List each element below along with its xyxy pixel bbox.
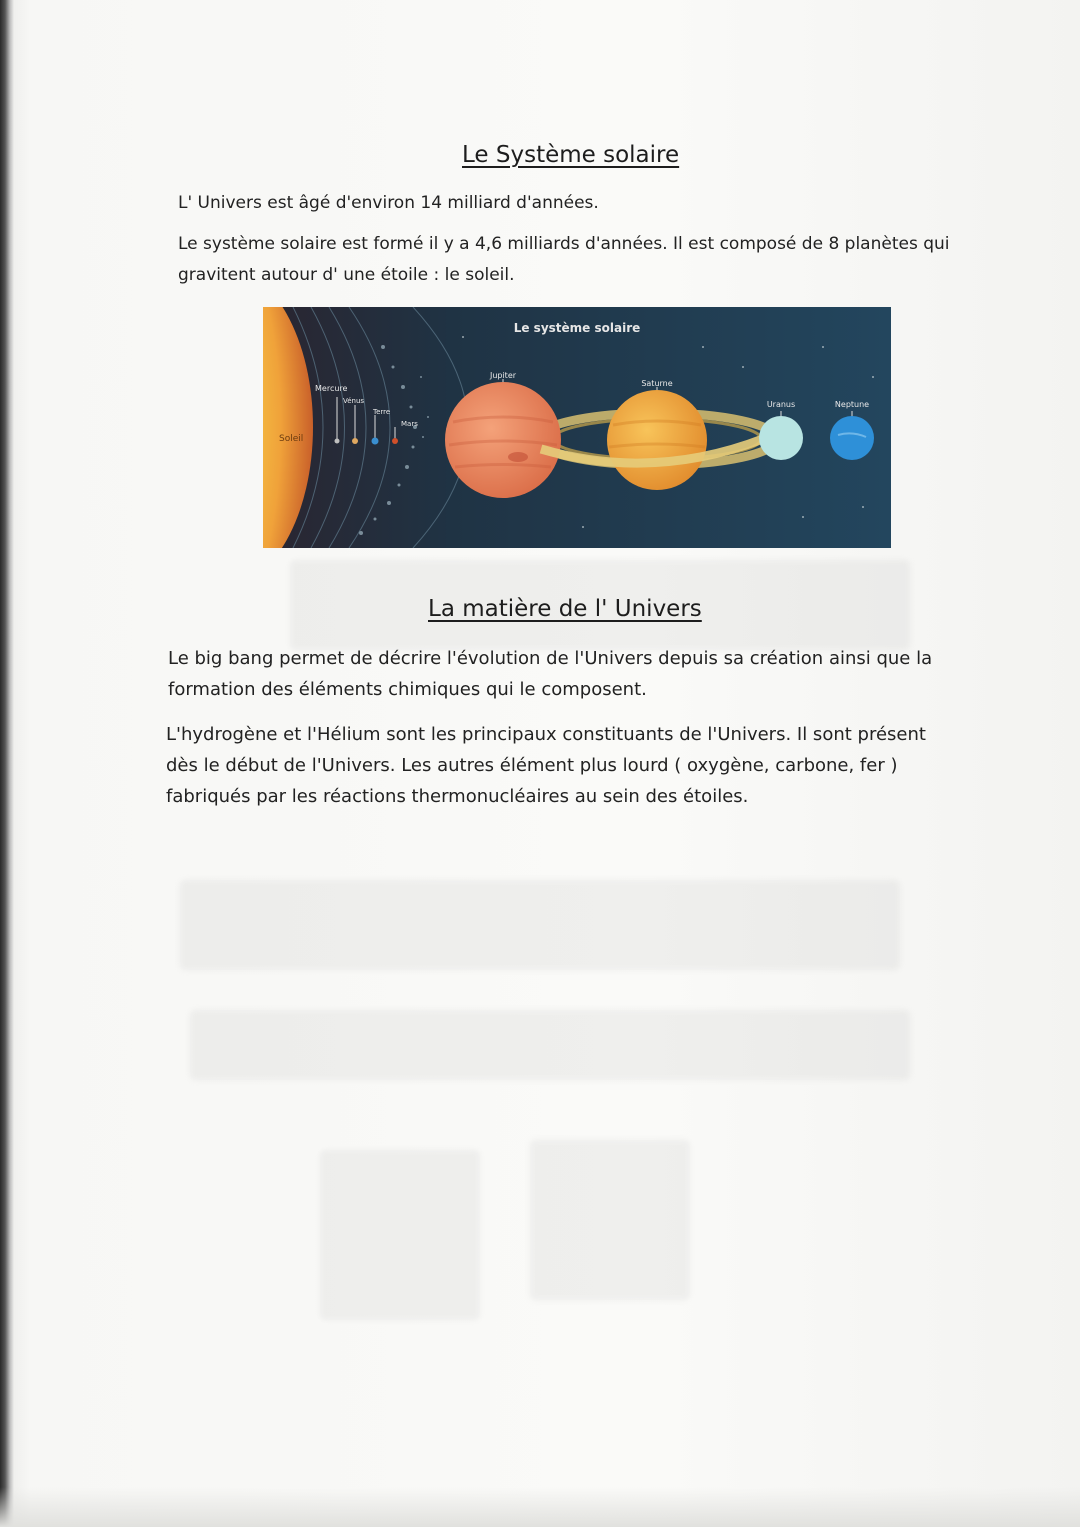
label-jupiter: Jupiter	[489, 371, 517, 380]
neptune-shape	[830, 416, 874, 460]
label-soleil: Soleil	[279, 434, 304, 444]
venus-shape	[352, 438, 358, 444]
page-bottom-shadow	[0, 1487, 1080, 1527]
saturn-shape	[607, 390, 707, 490]
paragraph-hydrogene-helium: L'hydrogène et l'Hélium sont les principaux constituants de l'Univers. Il sont présent dès le début de l'Univers. Les autres élément plus lourd ( oxygène, carbone, fer ) fabriqués par les réactions thermonucléaires au sein des étoiles.	[166, 724, 926, 807]
label-neptune: Neptune	[834, 400, 870, 409]
solar-system-illustration	[263, 307, 891, 548]
earth-shape	[372, 438, 379, 445]
paragraph-big-bang: Le big bang permet de décrire l'évolution de l'Univers depuis sa création ainsi que la formation des éléments chimiques qui le composent.	[168, 648, 933, 700]
label-mars: Mars	[401, 420, 418, 428]
label-terre: Terre	[373, 408, 391, 416]
show-through-text	[180, 880, 900, 970]
uranus-shape	[759, 416, 803, 460]
label-venus: Vénus	[343, 397, 365, 405]
mercury-shape	[335, 439, 340, 444]
paragraph-formation-systeme: Le système solaire est formé il y a 4,6 milliards d'années. Il est composé de 8 planètes qui gravitent autour d' une étoile : le soleil.	[178, 234, 950, 285]
show-through-text	[190, 1010, 910, 1080]
mars-shape	[392, 438, 398, 444]
title-systeme-solaire: Le Système solaire	[462, 142, 680, 168]
paragraph-age-univers: L' Univers est âgé d'environ 14 milliard d'années.	[178, 193, 599, 213]
show-through-table	[530, 1140, 690, 1300]
label-saturne: Saturne	[641, 379, 673, 388]
figure-title: Le système solaire	[513, 321, 641, 335]
title-matiere-univers: La matière de l' Univers	[428, 596, 702, 622]
page-edge-shadow	[0, 0, 14, 1527]
label-uranus: Uranus	[766, 400, 796, 409]
show-through-table	[320, 1150, 480, 1320]
label-mercure: Mercure	[315, 384, 348, 393]
